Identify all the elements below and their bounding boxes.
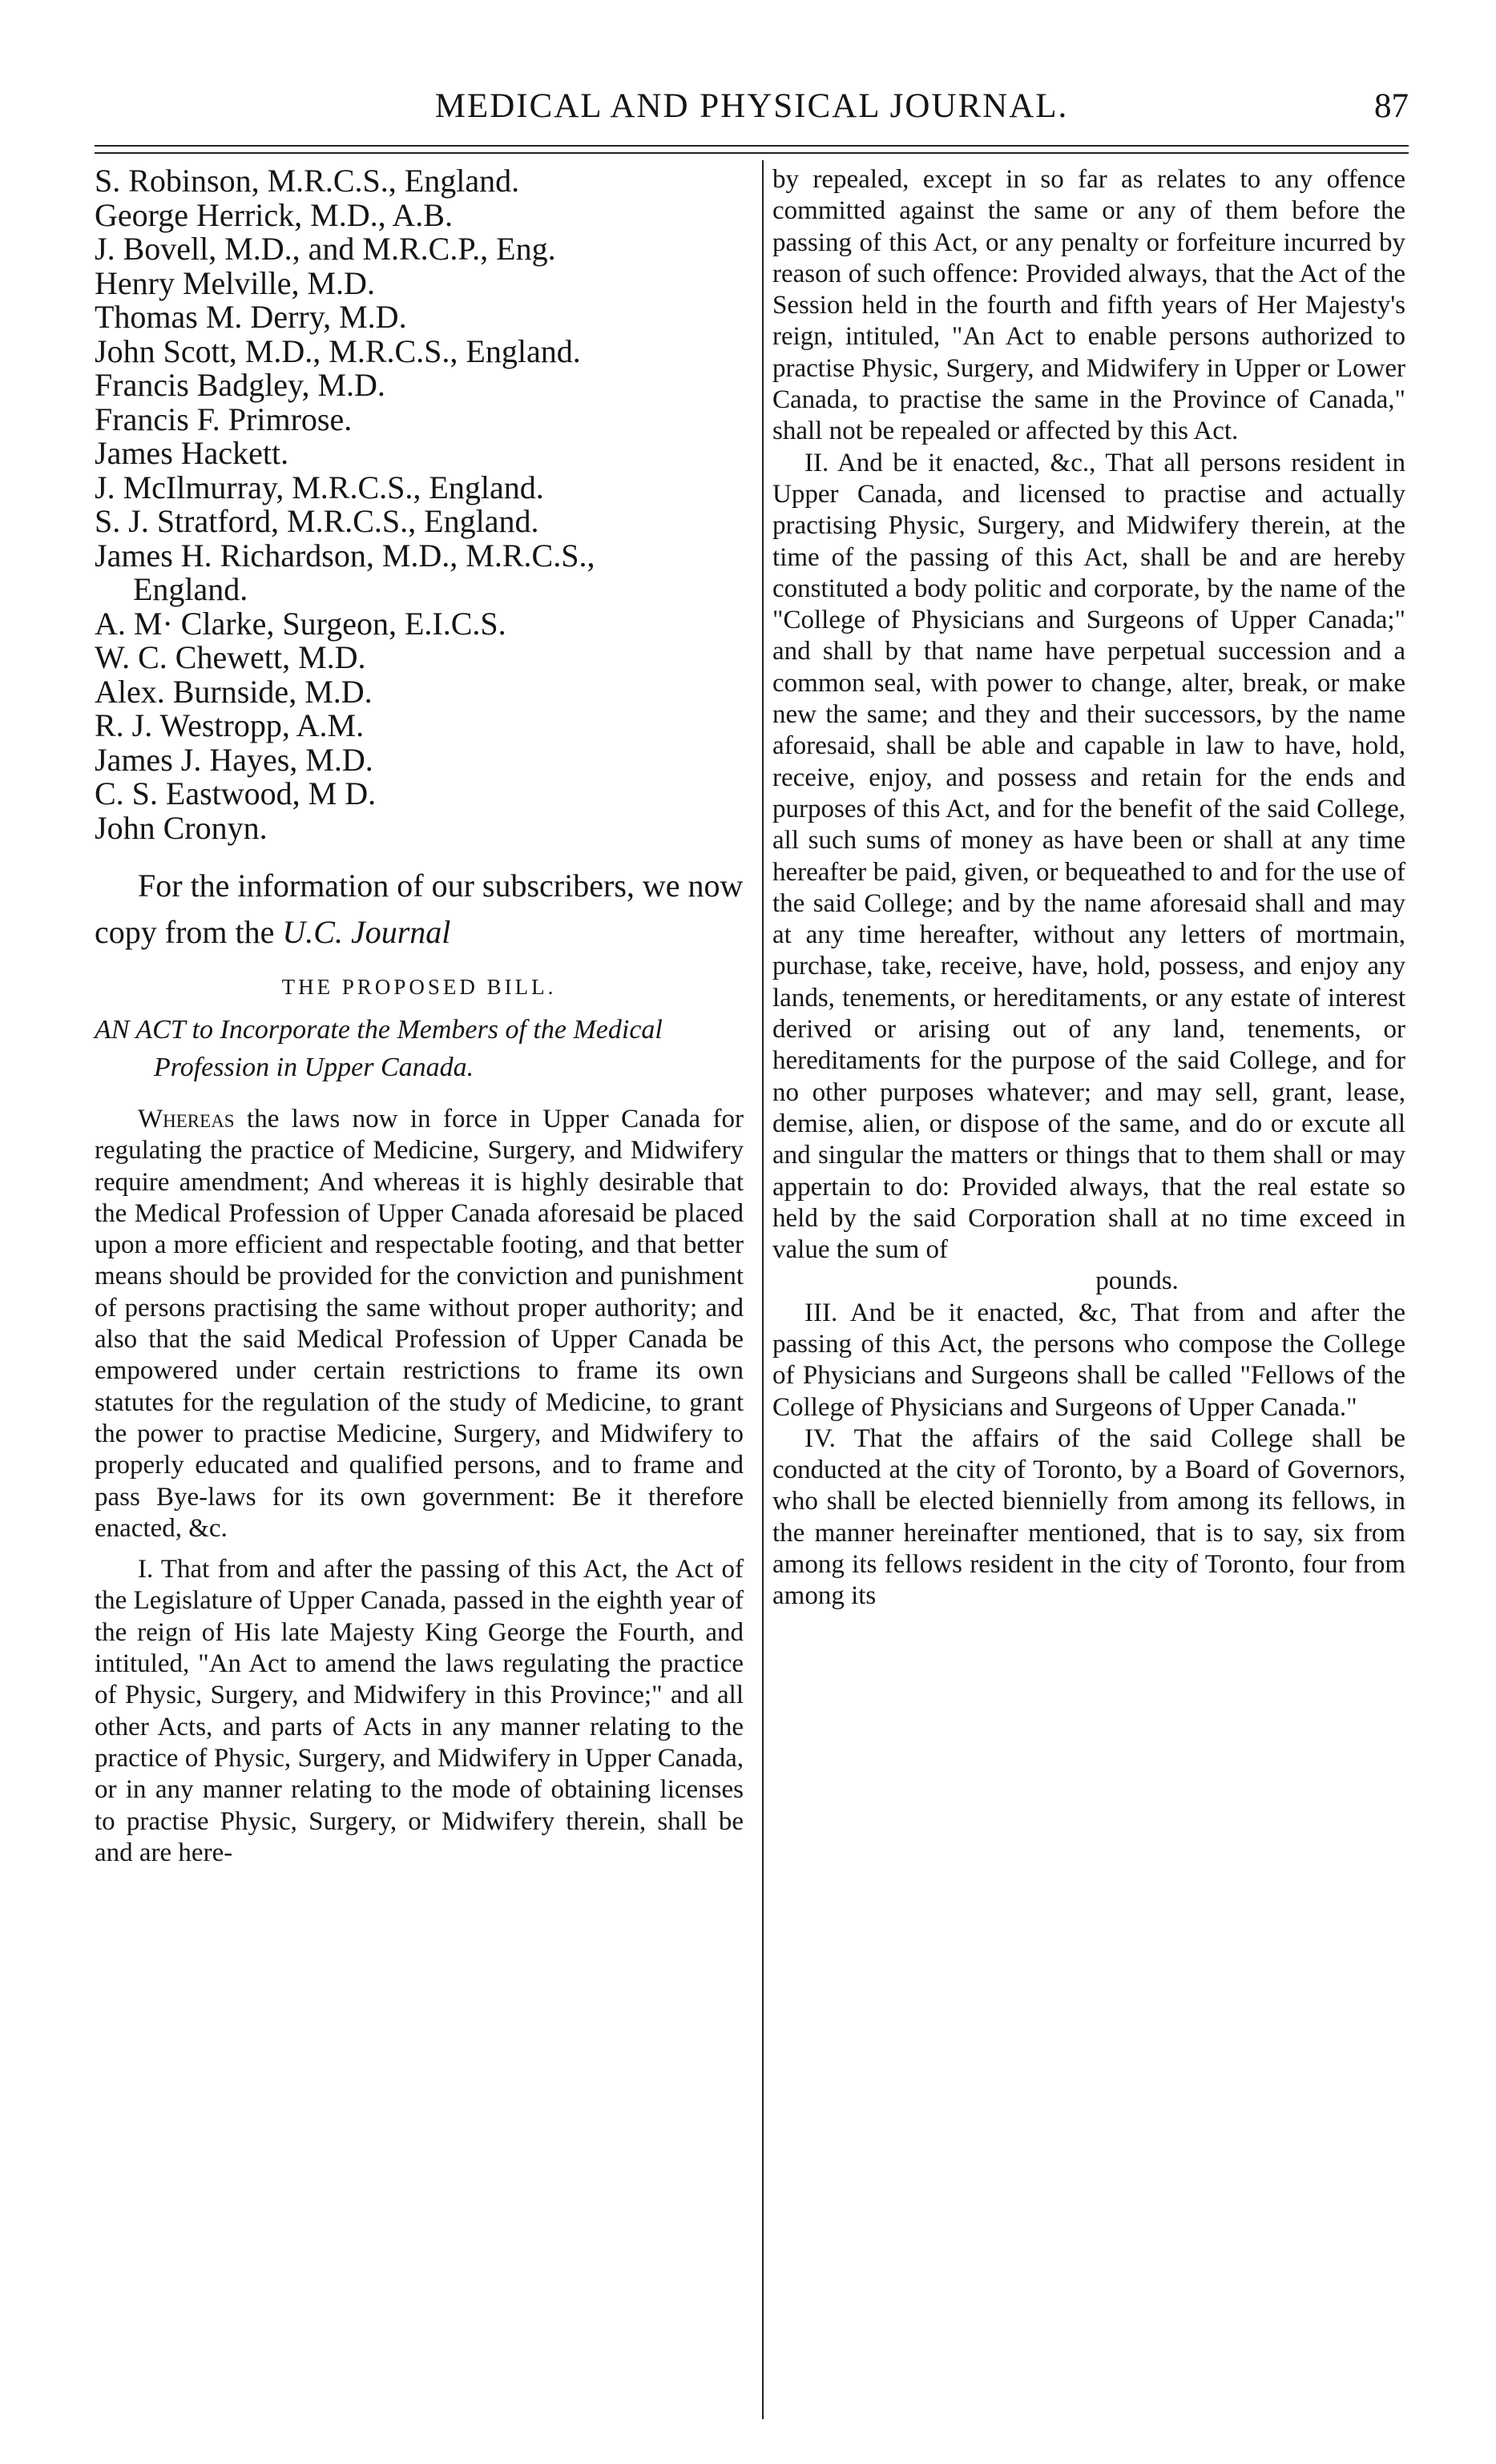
whereas-word: Whereas	[138, 1105, 235, 1133]
name-entry: Thomas M. Derry, M.D.	[95, 299, 407, 335]
column-divider	[762, 160, 764, 2419]
page-header	[95, 83, 1409, 139]
section-2-paragraph: II. And be it enacted, &c., That all persons resident in Upper Canada, and licensed to practise and actually practising Physic, Surgery, and Midwifery therein, at the time of the passing of this Act, shall be and are hereby constituted a body politic and corporate, by the name of the "College of Physicians and Surgeons of Upper Canada;" and shall by that name have perpetual succession and a common seal, with power to change, alter, break, or make new the same; and they and their successors, by the name aforesaid, shall be able and capable in law to have, hold, receive, enjoy, and possess and retain for the ends and purposes of this Act, and for the benefit of the said College, all such sums of money as have been or shall at any time hereafter be paid, given, or bequeathed to and for the use of the said College; and by the name aforesaid shall and may at any time hereafter, without any letters of mortmain, purchase, take, receive, have, hold, possess, and enjoy any lands, tenements, or hereditaments, or any estate of interest derived or arising out of any land, tenements, or hereditaments for the purpose of the said College, and for no other purposes whatever; and may sell, grant, lease, demise, alien, or dispose of the same, and do or excute all and singular the matters or things that to them shall or may appertain to do: Provided always, that the real estate so held by the said Corporation shall at no time exceed in value the sum of	[772, 448, 1405, 1265]
name-entry: James J. Hayes, M.D.	[95, 741, 373, 778]
header-rule-bottom	[95, 152, 1409, 154]
name-entry: James H. Richardson, M.D., M.R.C.S.,	[95, 537, 595, 574]
pounds-line: pounds.	[1095, 1266, 1179, 1296]
name-entry: Alex. Burnside, M.D.	[95, 673, 373, 710]
name-entry: S. Robinson, M.R.C.S., England.	[95, 163, 520, 199]
preamble-paragraph: Whereas the laws now in force in Upper Canada for regulating the practice of Medicine, Surgery, and Midwifery require amendment; And whereas it is highly desirable that the Medical Profession of Upper Canada aforesaid be placed upon a more efficient and respectable footing, and that better means should be provided for the conviction and punishment of persons practising the same without proper authority; and also that the said Medical Profession of Upper Canada be empowered under certain restrictions to frame its own statutes for the regulation of the study of Medicine, to grant the power to practise Medicine, Surgery, and Midwifery to properly educated and qualified persons, and to frame and pass Bye-laws for its own government: Be it therefore enacted, &c.	[95, 1105, 744, 1543]
name-entry: John Scott, M.D., M.R.C.S., England.	[95, 332, 581, 369]
name-entry: S. J. Stratford, M.R.C.S., England.	[95, 503, 539, 539]
section-3-paragraph: III. And be it enacted, &c, That from and after the passing of this Act, the persons who compose the College of Physicians and Surgeons shall be called "Fellows of the College of Physicians and Surgeons of Upper Canada."	[772, 1298, 1405, 1422]
name-entry: A. M· Clarke, Surgeon, E.I.C.S.	[95, 605, 506, 642]
name-entry: J. Bovell, M.D., and M.R.C.P., Eng.	[95, 231, 556, 267]
name-entry: George Herrick, M.D., A.B.	[95, 196, 453, 233]
section-4-paragraph: IV. That the affairs of the said College shall be conducted at the city of Toronto, by a Board of Governors, who shall be elected biennielly from among its fellows, in the manner hereinafter mentioned, that is to say, six from among its fellows resident in the city of Toronto, four from among its	[772, 1423, 1405, 1611]
name-entry: John Cronyn.	[95, 809, 268, 846]
left-column	[95, 164, 744, 1869]
subscriber-names-list	[95, 164, 744, 845]
name-entry: Francis Badgley, M.D.	[95, 367, 385, 403]
page-number: 87	[1374, 87, 1409, 125]
right-column	[772, 164, 1405, 1612]
running-head: MEDICAL AND PHYSICAL JOURNAL.	[434, 87, 1069, 125]
journal-name: U.C. Journal	[282, 914, 451, 950]
bill-title: THE PROPOSED BILL.	[281, 975, 557, 999]
name-entry-continuation: England.	[133, 571, 248, 607]
name-entry: Francis F. Primrose.	[95, 401, 353, 437]
name-entry: W. C. Chewett, M.D.	[95, 639, 366, 675]
name-entry: Henry Melville, M.D.	[95, 264, 375, 301]
act-title: AN ACT to Incorporate the Members of the Medical Profession in Upper Canada.	[95, 1015, 663, 1082]
name-entry: J. McIlmurray, M.R.C.S., England.	[95, 469, 544, 505]
name-entry: R. J. Westropp, A.M.	[95, 707, 365, 743]
section-1-paragraph: I. That from and after the passing of this Act, the Act of the Legislature of Upper Canada, passed in the eighth year of the reign of His late Majesty King George the Fourth, and intituled, "An Act to amend the laws regulating the practice of Physic, Surgery, and Midwifery in this Province;" and all other Acts, and parts of Acts in any manner relating to the practice of Physic, Surgery, and Midwifery in Upper Canada, or in any manner relating to the mode of obtaining licenses to practise Physic, Surgery, or Midwifery therein, shall be and are here-	[95, 1555, 744, 1867]
name-entry: James Hackett.	[95, 435, 289, 471]
header-rule-top	[95, 145, 1409, 147]
name-entry: C. S. Eastwood, M D.	[95, 775, 377, 811]
section-1-continued: by repealed, except in so far as relates to any offence committed against the same or any of them before the passing of this Act, or any penalty or forfeiture incurred by reason of such offence: Provided always, that the Act of the Session held in the fourth and fifth years of Her Majesty's reign, intituled, "An Act to enable persons authorized to practise Physic, Surgery, and Midwifery in Upper or Lower Canada, to practise the same in the Province of Canada," shall not be repealed or affected by this Act.	[772, 165, 1405, 446]
subscriber-note: For the information of our subscribers, we now copy from the U.C. Journal	[95, 868, 744, 950]
